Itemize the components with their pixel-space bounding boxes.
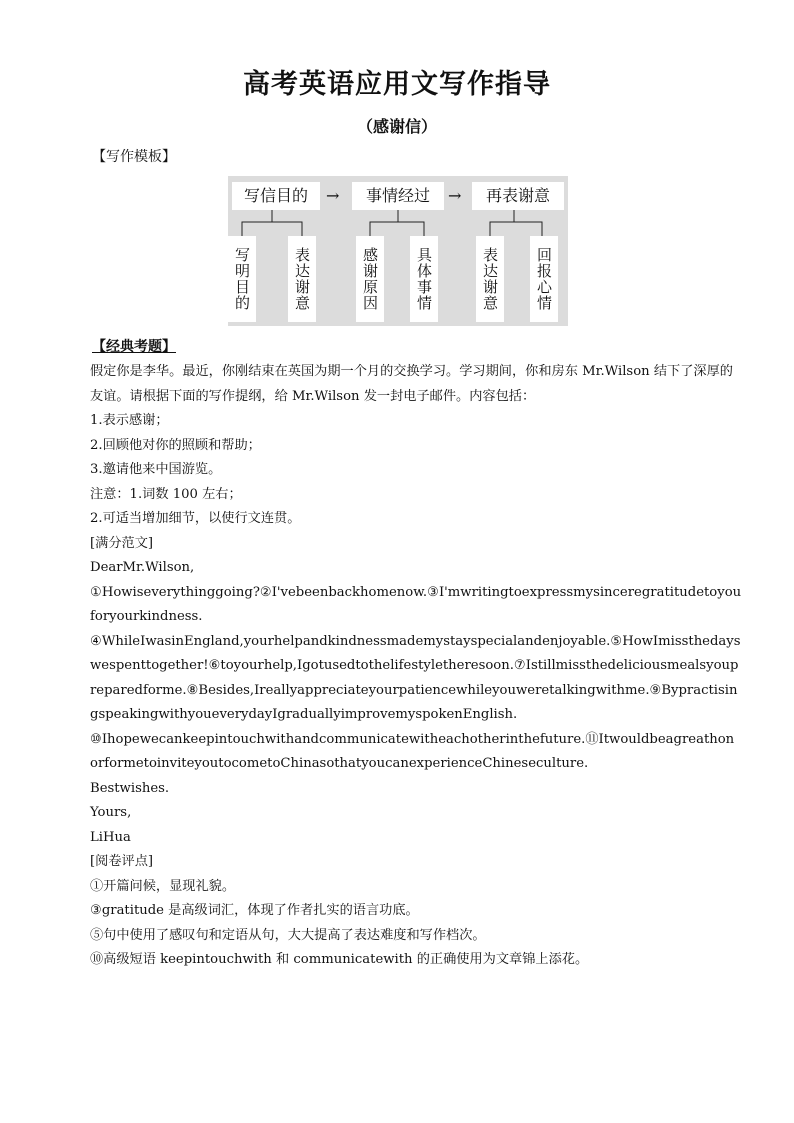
step-thanks-again: 再表谢意 bbox=[472, 182, 564, 210]
step-process: 事情经过 bbox=[352, 182, 444, 210]
prompt-note: 2.可适当增加细节，以使行文连贯。 bbox=[90, 511, 301, 526]
template-heading: 【写作模板】 bbox=[92, 149, 176, 165]
sample-signoff: Yours, bbox=[90, 805, 132, 820]
writing-template-diagram bbox=[228, 176, 568, 326]
branch-thanks-2: 回报心情 bbox=[530, 236, 558, 322]
branch-thanks-1: 表达谢意 bbox=[476, 236, 504, 322]
review-item: ③gratitude 是高级词汇，体现了作者扎实的语言功底。 bbox=[90, 903, 419, 918]
branch-process-1: 感谢原因 bbox=[356, 236, 384, 322]
prompt-note: 注意：1.词数 100 左右； bbox=[90, 486, 242, 502]
sample-paragraph-2: ④WhileIwasinEngland,yourhelpandkindnessmademystayspecialandenjoyable.⑤HowImissthedayswespenttogether!⑥toyourhelp,Igotusedtothelifestyletheresoon.⑦Istillmissthedeliciousmealsyoupreparedforme.⑧Besides,Ireallyappreciateyourpatiencewhileyouweretalkingwithme.⑨BypractisingspeakingwithyoueverydayIgraduallyimprovemyspokenEnglish. bbox=[90, 633, 741, 722]
prompt-intro: 假定你是李华。最近，你刚结束在英国为期一个月的交换学习。学习期间，你和房东 Mr.Wilson 结下了深厚的友谊。请根据下面的写作提纲，给 Mr.Wilson 发一封电子邮件。内容包括： bbox=[90, 364, 733, 404]
document-subtitle: （感谢信） bbox=[356, 117, 437, 136]
review-item: ⑤句中使用了感叹句和定语从句，大大提高了表达难度和写作档次。 bbox=[90, 927, 486, 943]
prompt-point: 1.表示感谢； bbox=[90, 413, 169, 428]
sample-name: LiHua bbox=[90, 829, 131, 845]
arrow-icon: → bbox=[448, 186, 462, 205]
prompt-point: 2.回顾他对你的照顾和帮助； bbox=[90, 437, 261, 453]
document-title: 高考英语应用文写作指导 bbox=[243, 69, 551, 100]
sample-closing: Bestwishes. bbox=[90, 780, 170, 796]
sample-salutation: DearMr.Wilson, bbox=[90, 560, 195, 575]
exam-heading: 【经典考题】 bbox=[92, 339, 176, 355]
review-item: ①开篇问候，显现礼貌。 bbox=[90, 878, 236, 894]
sample-label: [满分范文] bbox=[90, 535, 154, 551]
review-item: ⑩高级短语 keepintouchwith 和 communicatewith 的正确使用为文章锦上添花。 bbox=[90, 952, 589, 967]
branch-process-2: 具体事情 bbox=[410, 236, 438, 322]
sample-paragraph-3: ⑩Ihopewecankeepintouchwithandcommunicatewitheachotherinthefuture.⑪ItwouldbeagreathonorformetoinviteyoutocometoChinasothatyoucanexperienceChineseculture. bbox=[90, 731, 735, 771]
branch-purpose-2: 表达谢意 bbox=[288, 236, 316, 322]
branch-purpose-1: 写明目的 bbox=[228, 236, 256, 322]
prompt-point: 3.邀请他来中国游览。 bbox=[90, 462, 222, 477]
step-purpose: 写信目的 bbox=[232, 182, 320, 210]
sample-paragraph-1: ①Howiseverythinggoing?②I'vebeenbackhomenow.③I'mwritingtoexpressmysinceregratitudetoyouforyourkindness. bbox=[90, 584, 742, 624]
review-label: [阅卷评点] bbox=[90, 854, 154, 869]
arrow-icon: → bbox=[326, 186, 340, 205]
document-body bbox=[62, 360, 742, 973]
